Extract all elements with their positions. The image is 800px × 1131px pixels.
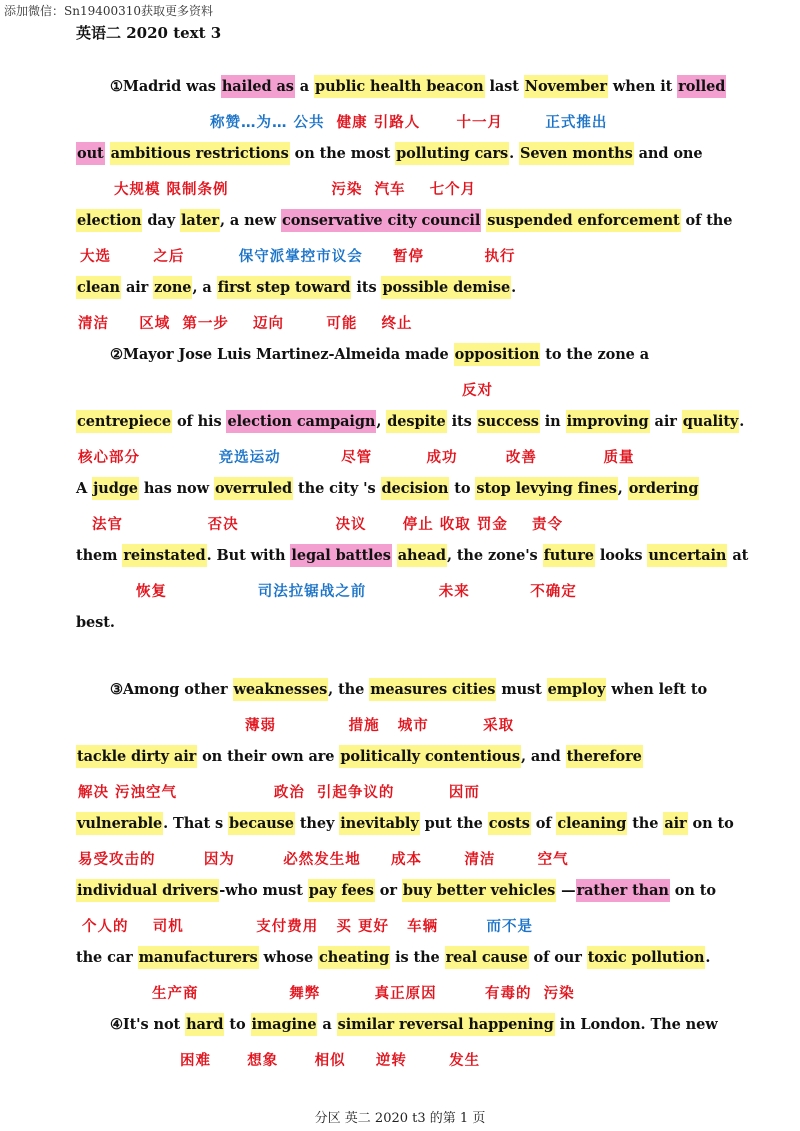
highlighted-phrase: ordering <box>628 477 700 500</box>
text-run: put the <box>419 815 488 832</box>
annotation-line <box>136 580 577 601</box>
annotation-line <box>78 848 569 869</box>
text-run: when it <box>607 78 678 95</box>
text-run: , the zone's <box>446 547 543 564</box>
text-run: ①Madrid was <box>110 78 221 95</box>
highlighted-phrase: out <box>76 142 105 165</box>
text-run: to <box>449 480 476 497</box>
annotation-line <box>80 245 516 266</box>
highlighted-phrase: imagine <box>251 1013 318 1036</box>
text-run: is the <box>390 949 445 966</box>
text-run: in <box>539 413 566 430</box>
annotation-text: 司法拉锯战之前 <box>257 584 367 600</box>
highlighted-phrase: conservative city council <box>281 209 481 232</box>
highlighted-phrase: centrepiece <box>76 410 172 433</box>
annotation-text: 而不是 <box>486 919 533 935</box>
text-line <box>76 480 699 497</box>
annotation-text: 反对 <box>462 383 493 399</box>
text-line <box>76 882 716 899</box>
text-run: and one <box>633 145 703 162</box>
highlighted-phrase: improving <box>566 410 650 433</box>
highlighted-phrase: vulnerable <box>76 812 163 835</box>
text-run: air <box>121 279 154 296</box>
annotation-text: 未来 不确定 <box>366 584 577 600</box>
highlighted-phrase: judge <box>92 477 139 500</box>
text-run <box>105 145 110 162</box>
annotation-text: 大选 之后 <box>80 249 239 265</box>
annotation-line <box>152 982 575 1003</box>
highlighted-phrase: success <box>477 410 540 433</box>
text-line <box>110 346 649 363</box>
text-run: looks <box>594 547 648 564</box>
text-run: has now <box>138 480 214 497</box>
annotation-text: 清洁 区域 第一步 迈向 可能 终止 <box>78 316 413 332</box>
text-run: -who must <box>219 882 308 899</box>
text-run: day <box>142 212 180 229</box>
highlighted-phrase: future <box>543 544 595 567</box>
annotation-text: 法官 否决 决议 停止 收取 罚金 责令 <box>92 517 564 533</box>
text-line <box>76 547 748 564</box>
text-line <box>76 279 516 296</box>
text-run: to the zone a <box>540 346 650 363</box>
highlighted-phrase: ahead <box>397 544 447 567</box>
annotation-text: 困难 想象 相似 逆转 发生 <box>180 1053 481 1069</box>
text-run: , a <box>192 279 217 296</box>
text-run: the <box>627 815 664 832</box>
highlighted-phrase: pay fees <box>308 879 375 902</box>
highlighted-phrase: clean <box>76 276 121 299</box>
annotation-text: 生产商 舞弊 真正原因 有毒的 污染 <box>152 986 575 1002</box>
text-run: of his <box>172 413 227 430</box>
highlighted-phrase: hailed as <box>221 75 295 98</box>
annotation-text: 竞选运动 <box>218 450 281 466</box>
highlighted-phrase: polluting cars <box>395 142 509 165</box>
annotation-line <box>78 781 480 802</box>
text-run: ④It's not <box>110 1016 186 1033</box>
highlighted-phrase: reinstated <box>122 544 206 567</box>
annotation-text: 薄弱 措施 城市 采取 <box>245 718 515 734</box>
text-run: the city 's <box>293 480 381 497</box>
text-line <box>76 614 115 631</box>
highlighted-phrase: real cause <box>445 946 529 969</box>
text-run: . That s <box>163 815 229 832</box>
annotation-text: 个人的 司机 支付费用 买 更好 车辆 <box>82 919 487 935</box>
text-line <box>76 413 744 430</box>
annotation-line <box>114 178 476 199</box>
highlighted-phrase: ambitious restrictions <box>110 142 290 165</box>
highlighted-phrase: politically contentious <box>339 745 521 768</box>
text-run: its <box>446 413 477 430</box>
annotation-text: 易受攻击的 因为 必然发生地 成本 清洁 空气 <box>78 852 569 868</box>
text-line <box>76 212 732 229</box>
highlighted-phrase: rolled <box>677 75 726 98</box>
highlighted-phrase: individual drivers <box>76 879 219 902</box>
text-run: on the most <box>289 145 396 162</box>
highlighted-phrase: Seven months <box>519 142 634 165</box>
annotation-text: 称赞…为… 公共 <box>210 115 337 131</box>
highlighted-phrase: decision <box>381 477 450 500</box>
annotation-text: 恢复 <box>136 584 258 600</box>
highlighted-phrase: inevitably <box>339 812 419 835</box>
text-run: or <box>374 882 402 899</box>
text-run: best. <box>76 614 115 631</box>
highlighted-phrase: public health beacon <box>314 75 484 98</box>
text-line <box>110 78 726 95</box>
text-run: . <box>705 949 711 966</box>
highlighted-phrase: despite <box>386 410 446 433</box>
annotation-line <box>82 915 533 936</box>
page-footer: 分区 英二 2020 t3 的第 1 页 <box>314 1111 486 1126</box>
annotation-line <box>78 446 634 467</box>
text-run: . <box>511 279 517 296</box>
text-run: on to <box>669 882 716 899</box>
highlighted-phrase: therefore <box>566 745 643 768</box>
text-run: when left to <box>606 681 708 698</box>
text-line <box>76 145 703 162</box>
highlighted-phrase: measures cities <box>369 678 496 701</box>
highlighted-phrase: weaknesses <box>233 678 329 701</box>
highlighted-phrase: because <box>228 812 295 835</box>
highlighted-phrase: overruled <box>214 477 293 500</box>
annotation-text: 大规模 限制条例 污染 汽车 七个月 <box>114 182 477 198</box>
text-run: , <box>617 480 628 497</box>
annotation-line <box>245 714 514 735</box>
highlighted-phrase: first step toward <box>217 276 352 299</box>
text-run: , a new <box>219 212 281 229</box>
text-run: to <box>224 1016 251 1033</box>
text-run: , the <box>328 681 370 698</box>
highlighted-phrase: November <box>524 75 608 98</box>
text-run: in London. The new <box>554 1016 718 1033</box>
annotation-text: 尽管 成功 改善 质量 <box>280 450 635 466</box>
highlighted-phrase: uncertain <box>647 544 727 567</box>
highlighted-phrase: stop levying fines <box>475 477 617 500</box>
watermark: 添加微信：Sn19400310获取更多资料 <box>4 4 214 18</box>
annotation-line <box>78 312 413 333</box>
highlighted-phrase: cheating <box>318 946 390 969</box>
text-run: of the <box>680 212 733 229</box>
text-run: air <box>649 413 682 430</box>
text-run: the car <box>76 949 138 966</box>
text-line <box>76 815 734 832</box>
highlighted-phrase: hard <box>185 1013 224 1036</box>
text-line <box>110 681 707 698</box>
highlighted-phrase: air <box>663 812 687 835</box>
text-run: . But with <box>206 547 291 564</box>
page-title: 英语二 2020 text 3 <box>76 24 222 42</box>
annotation-text: 保守派掌控市议会 <box>238 249 363 265</box>
text-run: . <box>509 145 519 162</box>
text-run: , <box>376 413 387 430</box>
text-run: . <box>739 413 745 430</box>
text-run: — <box>556 882 576 899</box>
text-run: they <box>294 815 340 832</box>
annotation-text: 核心部分 <box>78 450 219 466</box>
text-run <box>392 547 397 564</box>
text-run: A <box>76 480 93 497</box>
annotation-line <box>180 1049 480 1070</box>
highlighted-phrase: possible demise <box>381 276 511 299</box>
highlighted-phrase: election campaign <box>226 410 376 433</box>
text-run: ②Mayor Jose Luis Martinez-Almeida made <box>110 346 454 363</box>
text-run: must <box>496 681 547 698</box>
highlighted-phrase: tackle dirty air <box>76 745 197 768</box>
highlighted-phrase: legal battles <box>290 544 391 567</box>
text-run: last <box>484 78 524 95</box>
highlighted-phrase: suspended enforcement <box>486 209 680 232</box>
annotation-line <box>92 513 563 534</box>
text-run: of <box>530 815 557 832</box>
highlighted-phrase: zone <box>153 276 192 299</box>
text-run: , and <box>520 748 566 765</box>
annotation-text: 暂停 执行 <box>362 249 516 265</box>
highlighted-phrase: employ <box>547 678 607 701</box>
text-run: a <box>294 78 315 95</box>
annotation-text: 正式推出 <box>545 115 608 131</box>
highlighted-phrase: toxic pollution <box>587 946 706 969</box>
highlighted-phrase: buy better vehicles <box>402 879 556 902</box>
highlighted-phrase: election <box>76 209 142 232</box>
text-run: a <box>317 1016 337 1033</box>
highlighted-phrase: later <box>180 209 220 232</box>
text-run: at <box>727 547 749 564</box>
text-run: of our <box>528 949 587 966</box>
text-line <box>76 949 710 966</box>
annotation-text: 健康 引路人 十一月 <box>336 115 546 131</box>
annotation-line <box>210 111 607 132</box>
highlighted-phrase: costs <box>488 812 531 835</box>
highlighted-phrase: quality <box>682 410 740 433</box>
text-run: whose <box>258 949 319 966</box>
text-run: its <box>351 279 382 296</box>
annotation-line <box>462 379 493 400</box>
highlighted-phrase: cleaning <box>556 812 627 835</box>
text-line <box>110 1016 718 1033</box>
text-run: them <box>76 547 123 564</box>
text-run: on to <box>687 815 734 832</box>
highlighted-phrase: similar reversal happening <box>337 1013 555 1036</box>
text-line <box>76 748 643 765</box>
highlighted-phrase: rather than <box>576 879 670 902</box>
highlighted-phrase: opposition <box>454 343 541 366</box>
text-run: on their own are <box>197 748 340 765</box>
highlighted-phrase: manufacturers <box>138 946 259 969</box>
text-run: ③Among other <box>110 681 233 698</box>
annotation-text: 解决 污浊空气 政治 引起争议的 因而 <box>78 785 480 801</box>
